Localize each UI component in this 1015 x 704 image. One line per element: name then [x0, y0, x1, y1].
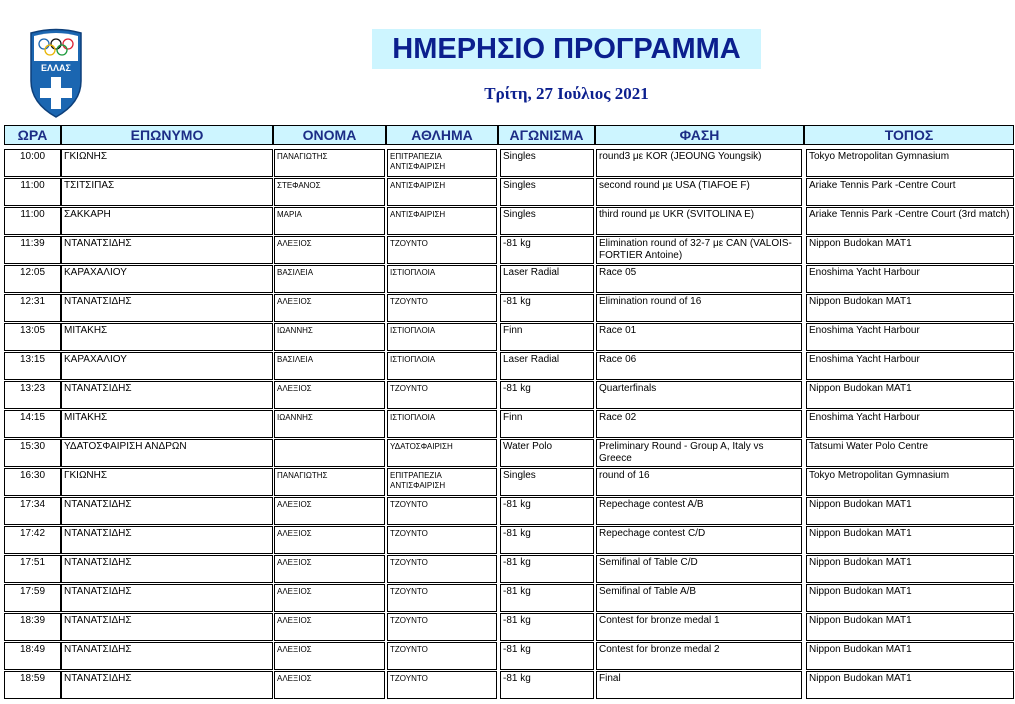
cell-venue: Nippon Budokan MAT1 — [806, 381, 1014, 409]
cell-surname: ΝΤΑΝΑΤΣΙΔΗΣ — [61, 555, 273, 583]
cell-event: Laser Radial — [500, 352, 594, 380]
cell-phase: second round με USA (TIAFOE F) — [596, 178, 802, 206]
cell-name: ΙΩΑΝΝΗΣ — [274, 410, 385, 438]
cell-phase: Preliminary Round - Group A, Italy vs Greece — [596, 439, 802, 467]
column-header-sport: ΑΘΛΗΜΑ — [386, 125, 498, 145]
cell-event: Laser Radial — [500, 265, 594, 293]
table-row — [0, 555, 1015, 584]
cell-venue: Enoshima Yacht Harbour — [806, 410, 1014, 438]
cell-surname: ΝΤΑΝΑΤΣΙΔΗΣ — [61, 613, 273, 641]
cell-phase: Repechage contest A/B — [596, 497, 802, 525]
cell-sport: ΑΝΤΙΣΦΑΙΡΙΣΗ — [387, 178, 497, 206]
cell-phase: Race 01 — [596, 323, 802, 351]
column-header-name: ΟΝΟΜΑ — [273, 125, 386, 145]
cell-phase: round of 16 — [596, 468, 802, 496]
cell-sport: ΙΣΤΙΟΠΛΟΙΑ — [387, 352, 497, 380]
table-row — [0, 468, 1015, 497]
cell-sport: ΤΖΟΥΝΤΟ — [387, 497, 497, 525]
cell-venue: Nippon Budokan MAT1 — [806, 642, 1014, 670]
table-row — [0, 497, 1015, 526]
cell-time: 17:51 — [4, 555, 61, 583]
cell-time: 17:42 — [4, 526, 61, 554]
cell-venue: Tokyo Metropolitan Gymnasium — [806, 149, 1014, 177]
cell-time: 17:34 — [4, 497, 61, 525]
cell-sport: ΤΖΟΥΝΤΟ — [387, 584, 497, 612]
cell-time: 17:59 — [4, 584, 61, 612]
table-row — [0, 671, 1015, 700]
cell-venue: Nippon Budokan MAT1 — [806, 613, 1014, 641]
cell-surname: ΓΚΙΩΝΗΣ — [61, 468, 273, 496]
cell-surname: ΜΙΤΑΚΗΣ — [61, 410, 273, 438]
cell-event: -81 kg — [500, 381, 594, 409]
column-header-time: ΩΡΑ — [4, 125, 61, 145]
table-row — [0, 149, 1015, 178]
cell-venue: Nippon Budokan MAT1 — [806, 584, 1014, 612]
table-row — [0, 323, 1015, 352]
cell-name: ΑΛΕΞΙΟΣ — [274, 497, 385, 525]
cell-time: 11:39 — [4, 236, 61, 264]
cell-name: ΒΑΣΙΛΕΙΑ — [274, 352, 385, 380]
cell-phase: Contest for bronze medal 2 — [596, 642, 802, 670]
cell-event: -81 kg — [500, 671, 594, 699]
cell-surname: ΥΔΑΤΟΣΦΑΙΡΙΣΗ ΑΝΔΡΩΝ — [61, 439, 273, 467]
cell-event: -81 kg — [500, 526, 594, 554]
cell-event: Finn — [500, 323, 594, 351]
cell-phase: Race 06 — [596, 352, 802, 380]
cell-sport: ΙΣΤΙΟΠΛΟΙΑ — [387, 410, 497, 438]
cell-phase: Semifinal of Table A/B — [596, 584, 802, 612]
cell-surname: ΤΣΙΤΣΙΠΑΣ — [61, 178, 273, 206]
cell-name: ΠΑΝΑΓΙΩΤΗΣ — [274, 149, 385, 177]
table-row — [0, 236, 1015, 265]
cell-phase: Race 05 — [596, 265, 802, 293]
cell-phase: Quarterfinals — [596, 381, 802, 409]
cell-surname: ΚΑΡΑΧΑΛΙΟΥ — [61, 352, 273, 380]
cell-sport: ΕΠΙΤΡΑΠΕΖΙΑ ΑΝΤΙΣΦΑΙΡΙΣΗ — [387, 149, 497, 177]
cell-name: ΠΑΝΑΓΙΩΤΗΣ — [274, 468, 385, 496]
column-header-event: ΑΓΩΝΙΣΜΑ — [498, 125, 595, 145]
cell-time: 18:39 — [4, 613, 61, 641]
cell-event: Finn — [500, 410, 594, 438]
cell-time: 10:00 — [4, 149, 61, 177]
cell-sport: ΥΔΑΤΟΣΦΑΙΡΙΣΗ — [387, 439, 497, 467]
cell-phase: Contest for bronze medal 1 — [596, 613, 802, 641]
table-row — [0, 613, 1015, 642]
cell-event: Singles — [500, 178, 594, 206]
cell-time: 11:00 — [4, 207, 61, 235]
cell-sport: ΤΖΟΥΝΤΟ — [387, 642, 497, 670]
cell-name: ΒΑΣΙΛΕΙΑ — [274, 265, 385, 293]
cell-sport: ΤΖΟΥΝΤΟ — [387, 613, 497, 641]
cell-surname: ΝΤΑΝΑΤΣΙΔΗΣ — [61, 642, 273, 670]
cell-time: 16:30 — [4, 468, 61, 496]
cell-surname: ΝΤΑΝΑΤΣΙΔΗΣ — [61, 526, 273, 554]
cell-venue: Nippon Budokan MAT1 — [806, 294, 1014, 322]
cell-phase: Final — [596, 671, 802, 699]
cell-time: 15:30 — [4, 439, 61, 467]
olympic-committee-logo — [28, 27, 84, 119]
page-title: ΗΜΕΡΗΣΙΟ ΠΡΟΓΡΑΜΜΑ — [372, 29, 761, 69]
cell-venue: Enoshima Yacht Harbour — [806, 323, 1014, 351]
cell-phase: Race 02 — [596, 410, 802, 438]
table-row — [0, 410, 1015, 439]
cell-event: -81 kg — [500, 497, 594, 525]
cell-time: 11:00 — [4, 178, 61, 206]
cell-event: Singles — [500, 149, 594, 177]
cell-venue: Enoshima Yacht Harbour — [806, 265, 1014, 293]
cell-event: Water Polo — [500, 439, 594, 467]
cell-time: 18:59 — [4, 671, 61, 699]
cell-venue: Ariake Tennis Park -Centre Court — [806, 178, 1014, 206]
table-row — [0, 439, 1015, 468]
cell-name: ΑΛΕΞΙΟΣ — [274, 671, 385, 699]
cell-name: ΣΤΕΦΑΝΟΣ — [274, 178, 385, 206]
cell-sport: ΤΖΟΥΝΤΟ — [387, 526, 497, 554]
column-header-surname: ΕΠΩΝΥΜΟ — [61, 125, 273, 145]
cell-phase: Elimination round of 16 — [596, 294, 802, 322]
cell-venue: Nippon Budokan MAT1 — [806, 526, 1014, 554]
cell-event: -81 kg — [500, 584, 594, 612]
cell-phase: third round με UKR (SVITOLINA E) — [596, 207, 802, 235]
cell-surname: ΝΤΑΝΑΤΣΙΔΗΣ — [61, 236, 273, 264]
cell-event: Singles — [500, 468, 594, 496]
column-header-venue: ΤΟΠΟΣ — [804, 125, 1014, 145]
cell-time: 13:15 — [4, 352, 61, 380]
cell-event: -81 kg — [500, 642, 594, 670]
table-row — [0, 207, 1015, 236]
cell-surname: ΓΚΙΩΝΗΣ — [61, 149, 273, 177]
column-header-phase: ΦΑΣΗ — [595, 125, 804, 145]
schedule-date: Τρίτη, 27 Ιούλιος 2021 — [484, 84, 649, 103]
cell-sport: ΤΖΟΥΝΤΟ — [387, 294, 497, 322]
table-row — [0, 584, 1015, 613]
cell-venue: Tatsumi Water Polo Centre — [806, 439, 1014, 467]
table-row — [0, 352, 1015, 381]
cell-sport: ΙΣΤΙΟΠΛΟΙΑ — [387, 265, 497, 293]
cell-surname: ΝΤΑΝΑΤΣΙΔΗΣ — [61, 381, 273, 409]
cell-name: ΑΛΕΞΙΟΣ — [274, 642, 385, 670]
schedule-table — [0, 149, 1015, 700]
cell-sport: ΕΠΙΤΡΑΠΕΖΙΑ ΑΝΤΙΣΦΑΙΡΙΣΗ — [387, 468, 497, 496]
table-row — [0, 178, 1015, 207]
cell-surname: ΝΤΑΝΑΤΣΙΔΗΣ — [61, 294, 273, 322]
cell-name: ΑΛΕΞΙΟΣ — [274, 613, 385, 641]
cell-phase: Elimination round of 32-7 με CAN (VALOIS-FORTIER Antoine) — [596, 236, 802, 264]
cell-name: ΑΛΕΞΙΟΣ — [274, 381, 385, 409]
cell-name: ΑΛΕΞΙΟΣ — [274, 526, 385, 554]
cell-surname: ΚΑΡΑΧΑΛΙΟΥ — [61, 265, 273, 293]
cell-sport: ΙΣΤΙΟΠΛΟΙΑ — [387, 323, 497, 351]
table-row — [0, 265, 1015, 294]
cell-event: -81 kg — [500, 236, 594, 264]
cell-surname: ΜΙΤΑΚΗΣ — [61, 323, 273, 351]
cell-event: -81 kg — [500, 294, 594, 322]
cell-name: ΑΛΕΞΙΟΣ — [274, 236, 385, 264]
cell-phase: round3 με KOR (JEOUNG Youngsik) — [596, 149, 802, 177]
cell-name — [274, 439, 385, 467]
cell-name: ΑΛΕΞΙΟΣ — [274, 555, 385, 583]
table-row — [0, 381, 1015, 410]
cell-name: ΜΑΡΙΑ — [274, 207, 385, 235]
cell-sport: ΤΖΟΥΝΤΟ — [387, 555, 497, 583]
cell-sport: ΤΖΟΥΝΤΟ — [387, 236, 497, 264]
cell-name: ΑΛΕΞΙΟΣ — [274, 294, 385, 322]
cell-time: 18:49 — [4, 642, 61, 670]
table-row — [0, 642, 1015, 671]
cell-venue: Nippon Budokan MAT1 — [806, 497, 1014, 525]
cell-venue: Tokyo Metropolitan Gymnasium — [806, 468, 1014, 496]
cell-venue: Nippon Budokan MAT1 — [806, 671, 1014, 699]
cell-sport: ΤΖΟΥΝΤΟ — [387, 381, 497, 409]
cell-name: ΑΛΕΞΙΟΣ — [274, 584, 385, 612]
cell-venue: Ariake Tennis Park -Centre Court (3rd match) — [806, 207, 1014, 235]
cell-event: -81 kg — [500, 555, 594, 583]
cell-surname: ΝΤΑΝΑΤΣΙΔΗΣ — [61, 671, 273, 699]
cell-sport: ΑΝΤΙΣΦΑΙΡΙΣΗ — [387, 207, 497, 235]
cell-name: ΙΩΑΝΝΗΣ — [274, 323, 385, 351]
cell-surname: ΝΤΑΝΑΤΣΙΔΗΣ — [61, 584, 273, 612]
table-row — [0, 294, 1015, 323]
cell-sport: ΤΖΟΥΝΤΟ — [387, 671, 497, 699]
cell-phase: Semifinal of Table C/D — [596, 555, 802, 583]
cell-time: 12:31 — [4, 294, 61, 322]
cell-time: 12:05 — [4, 265, 61, 293]
cell-time: 13:23 — [4, 381, 61, 409]
cell-venue: Enoshima Yacht Harbour — [806, 352, 1014, 380]
cell-venue: Nippon Budokan MAT1 — [806, 236, 1014, 264]
cell-venue: Nippon Budokan MAT1 — [806, 555, 1014, 583]
cell-surname: ΝΤΑΝΑΤΣΙΔΗΣ — [61, 497, 273, 525]
table-row — [0, 526, 1015, 555]
cell-surname: ΣΑΚΚΑΡΗ — [61, 207, 273, 235]
cell-time: 13:05 — [4, 323, 61, 351]
cell-event: -81 kg — [500, 613, 594, 641]
cell-event: Singles — [500, 207, 594, 235]
cell-phase: Repechage contest C/D — [596, 526, 802, 554]
cell-time: 14:15 — [4, 410, 61, 438]
logo-text: ΕΛΛΑΣ — [41, 63, 71, 73]
